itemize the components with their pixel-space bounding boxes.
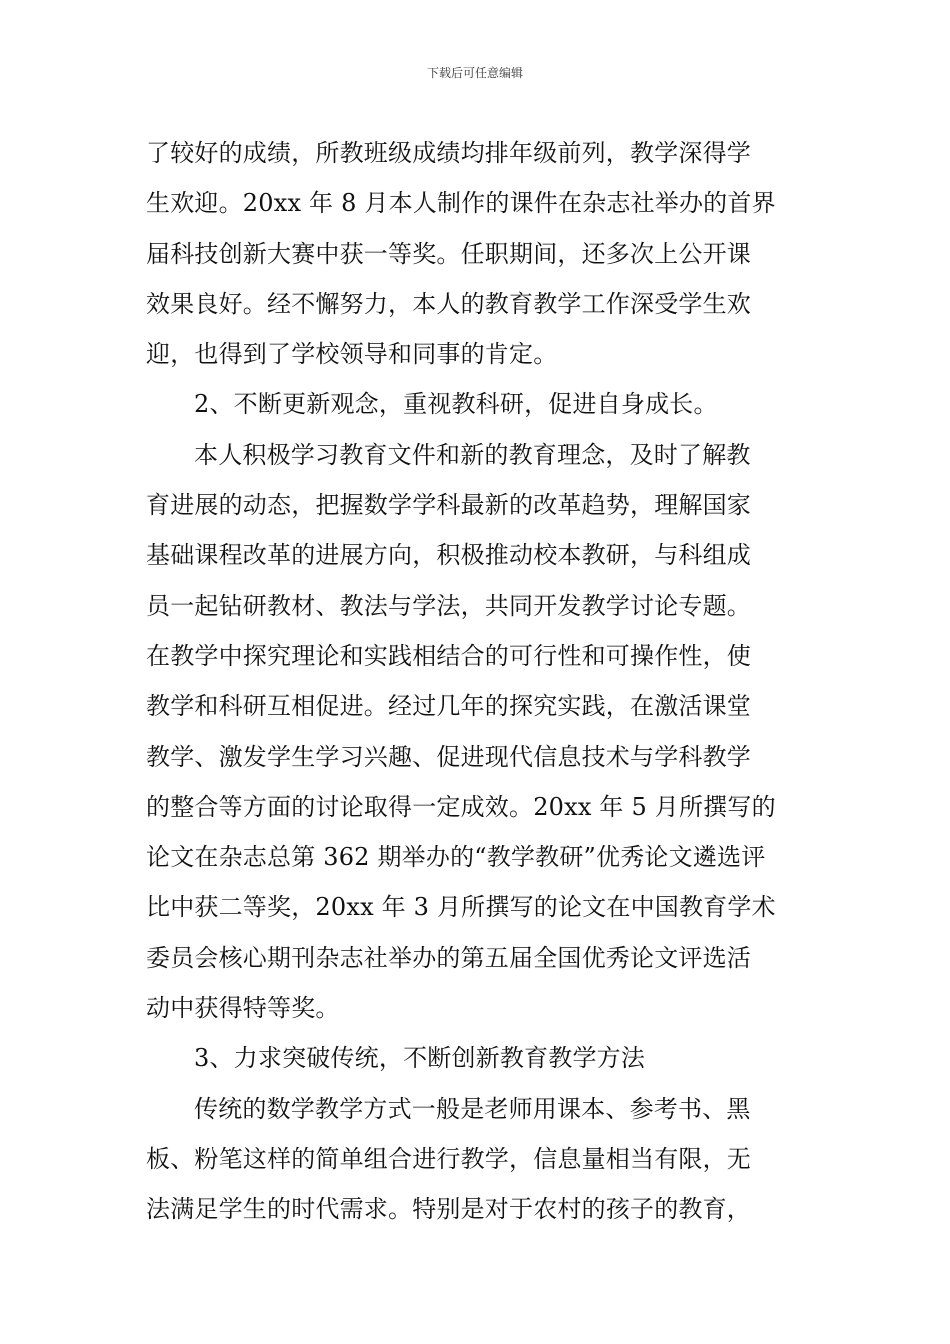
text-line: 传统的数学教学方式一般是老师用课本、参考书、黑 [194,1094,751,1123]
text-line: 法满足学生的时代需求。特别是对于农村的孩子的教育， [146,1195,751,1224]
text-line: 效果良好。经不懈努力，本人的教育教学工作深受学生欢 [146,289,751,318]
text-line: 板、粉笔这样的简单组合进行教学，信息量相当有限，无 [146,1144,751,1173]
text-line: 届科技创新大赛中获一等奖。任职期间，还多次上公开课 [146,239,751,268]
text-line: 3、力求突破传统，不断创新教育教学方法 [194,1044,646,1073]
text-line: 在教学中探究理论和实践相结合的可行性和可操作性，使 [146,641,751,670]
document-body [146,128,806,1235]
text-line: 迎，也得到了学校领导和同事的肯定。 [146,340,558,369]
text-line: 育进展的动态，把握数学学科最新的改革趋势，理解国家 [146,491,751,520]
text-line: 比中获二等奖，20xx 年 3 月所撰写的论文在中国教育学术 [146,893,776,922]
text-line: 委员会核心期刊杂志社举办的第五届全国优秀论文评选活 [146,943,751,972]
text-line: 动中获得特等奖。 [146,994,340,1023]
text-line: 论文在杂志总第 362 期举办的“教学教研”优秀论文遴选评 [146,843,766,872]
text-line: 教学和科研互相促进。经过几年的探究实践，在激活课堂 [146,692,751,721]
text-line: 基础课程改革的进展方向，积极推动校本教研，与科组成 [146,541,751,570]
text-line: 了较好的成绩，所教班级成绩均排年级前列，教学深得学 [146,139,751,167]
page-header: 下载后可任意编辑 [426,66,523,80]
text-line: 的整合等方面的讨论取得一定成效。20xx 年 5 月所撰写的 [146,792,776,821]
text-line: 本人积极学习教育文件和新的教育理念，及时了解教 [194,440,751,469]
text-line: 员一起钻研教材、教法与学法，共同开发教学讨论专题。 [146,591,751,620]
text-line: 教学、激发学生学习兴趣、促进现代信息技术与学科教学 [146,742,751,771]
text-line: 2、不断更新观念，重视教科研，促进自身成长。 [194,390,718,419]
text-line: 生欢迎。20xx 年 8 月本人制作的课件在杂志社举办的首界 [146,189,776,218]
